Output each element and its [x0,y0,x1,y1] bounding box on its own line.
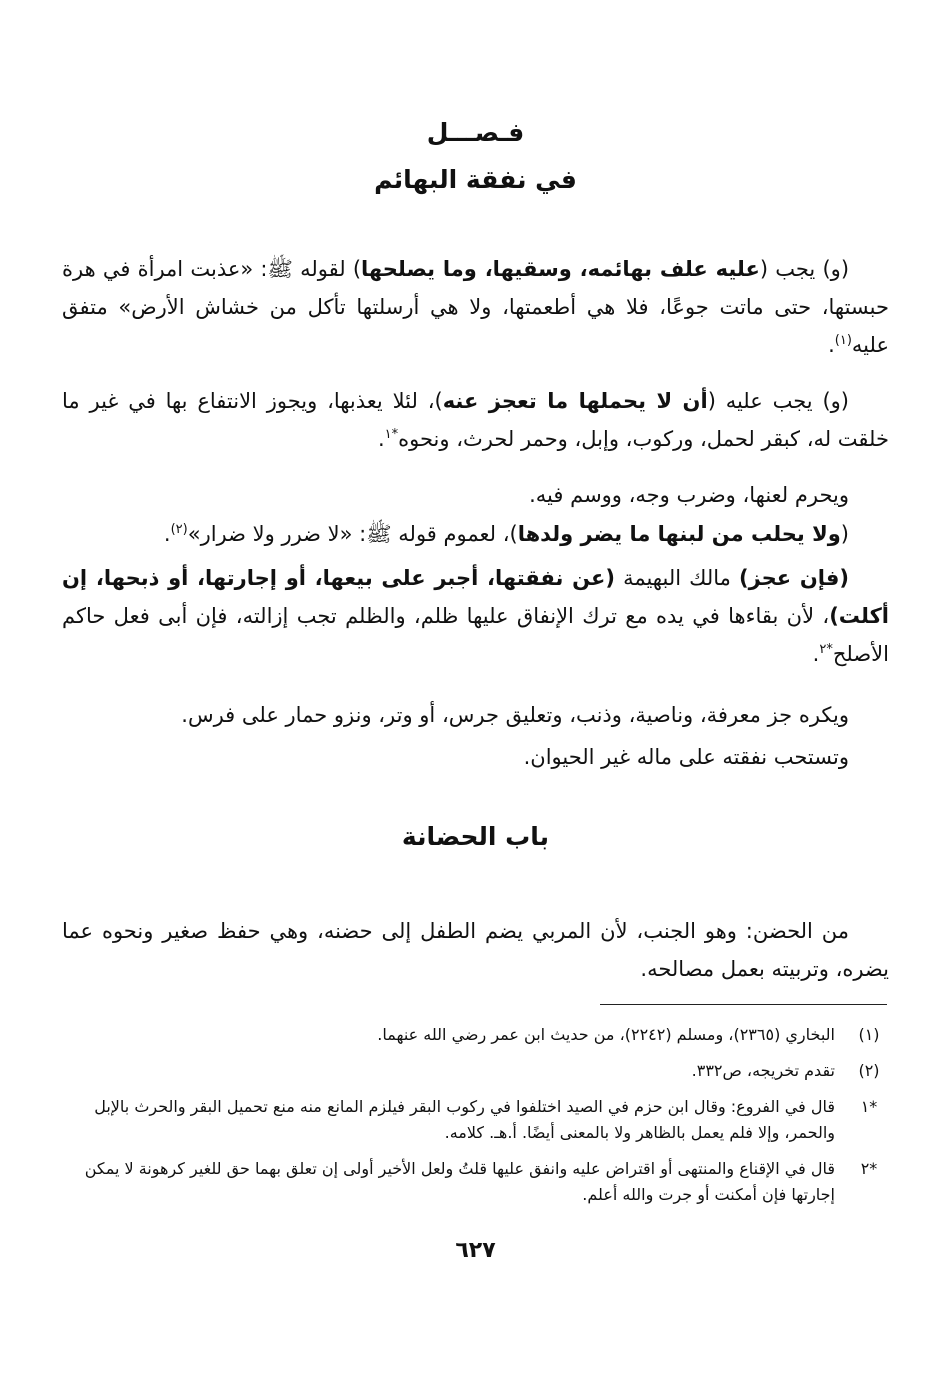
footnote-number: *٢ [860,1159,878,1178]
footnote-star-1 [62,1094,889,1146]
footnote-text: البخاري (٢٣٦٥)، ومسلم (٢٢٤٢)، من حديث ابن عمر رضي الله عنهما. [377,1025,835,1044]
footnote-1 [62,1022,889,1048]
footnote-text: تقدم تخريجه، ص٣٣٢. [691,1061,835,1080]
footnote-star-2 [62,1156,889,1208]
footnote-ref: *٢ [819,642,833,657]
chapter-intro: من الحضن: وهو الجنب، لأن المربي يضم الطفل إلى حضنه، وهي حفظ صغير ونحوه عما يضره، وتربيته بعمل مصالحه. [62,919,889,981]
footnote-number: *١ [860,1097,878,1116]
section-title: فـصـــل [426,118,525,147]
page-number: ٦٢٧ [455,1238,496,1263]
footnote-number: (٢) [858,1061,880,1080]
footnote-ref: *١ [384,427,399,442]
section-subtitle: في نفقة البهائم [374,165,577,194]
paragraph-inability: (فإن عجز) مالك البهيمة (عن نفقتها، أجبر على بيعها، أو إجارتها، أو ذبحها، إن أكلت)، لأن بقاءها في يده مع ترك الإنفاق عليها ظلم، والظلم تجب إزالته، فإن أبى فعل حاكم الأصلح$^{*٢}$. [62,566,889,666]
paragraph-burden: (و) يجب عليه (أن لا يحملها ما تعجز عنه)، لئلا يعذبها، ويجوز الانتفاع بها في غير ما خلقت له، كبقر لحمل، وركوب، وإبل، وحمر لحرث، ونحوه$^{*١}$. [62,389,889,451]
footnote-number: (١) [858,1025,880,1044]
paragraph-feeding: (و) يجب (عليه علف بهائمه، وسقيها، وما يصلحها) لقوله ﷺ: «عذبت امرأة في هرة حبستها، حتى ماتت جوعًا، فلا هي أطعمتها، ولا هي أرسلتها تأكل من خشاش الأرض» متفق عليه$^{(١)}$. [62,257,889,357]
footnote-text: قال في الفروع: وقال ابن حزم في الصيد اختلفوا في ركوب البقر فيلزم المانع منه منع تحميل البقر والحرث بالإبل والحمر، وإلا فلم يعمل بالظاهر ولا بالمعنى أيضًا. أ.هـ. كلامه. [94,1097,835,1142]
footnote-ref: (٢) [170,522,188,537]
paragraph-milking: (ولا يحلب من لبنها ما يضر ولدها)، لعموم قوله ﷺ: «لا ضرر ولا ضرار»$^{(٢)}$. [163,522,849,546]
chapter-title: باب الحضانة [401,822,550,851]
footnote-text: قال في الإقناع والمنتهى أو اقتراض عليه وانفق عليها قلتُ ولعل الأخير أولى إن تعلق بهما حق للغير كرهونة لا يمكن إجارتها فإن أمكنت أو جرت والله أعلم. [84,1159,835,1204]
paragraph-recommended: وتستحب نفقته على ماله غير الحيوان. [523,745,849,769]
footnote-divider [600,1004,887,1005]
footnote-2 [62,1058,889,1084]
paragraph-disliked: ويكره جز معرفة، وناصية، وذنب، وتعليق جرس، أو وتر، ونزو حمار على فرس. [181,703,849,727]
footnote-ref: (١) [834,333,852,348]
paragraph-cursing: ويحرم لعنها، وضرب وجه، ووسم فيه. [529,483,849,507]
